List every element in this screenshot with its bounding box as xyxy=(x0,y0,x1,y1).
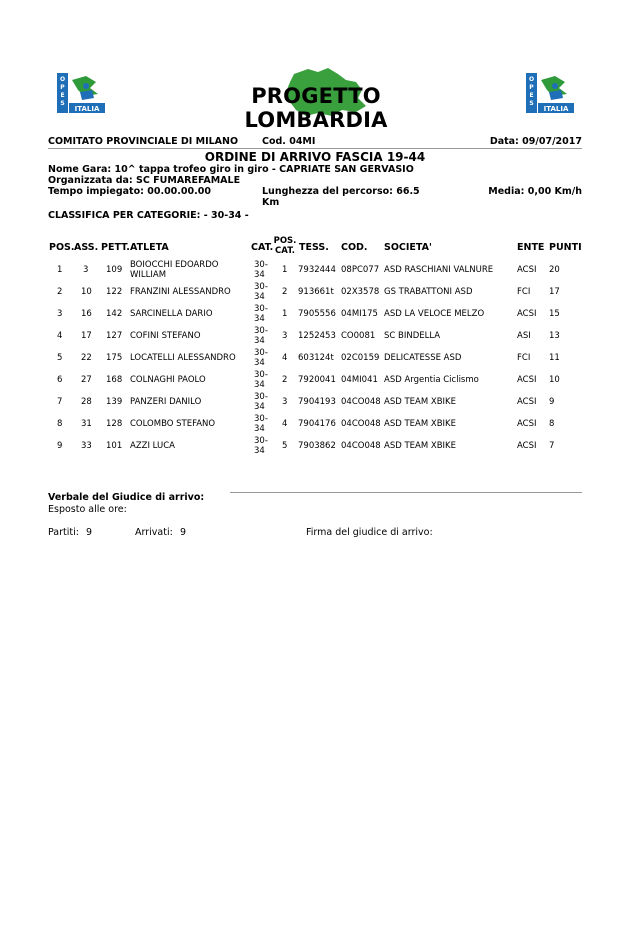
table-row xyxy=(0,435,630,457)
svg-text:ITALIA: ITALIA xyxy=(543,105,569,113)
svg-text:S: S xyxy=(529,100,534,107)
cell-ass: 33 xyxy=(81,441,92,451)
cell-punti: 10 xyxy=(549,375,560,385)
cell-ass: 22 xyxy=(81,353,92,363)
svg-text:O: O xyxy=(59,76,66,83)
cell-atleta: SARCINELLA DARIO xyxy=(130,309,213,319)
cell-cat-line1: 30- xyxy=(254,348,268,358)
cell-tess: 7932444 xyxy=(298,265,336,275)
svg-text:E: E xyxy=(529,92,534,99)
col-punti: PUNTI xyxy=(549,242,582,253)
cell-tess: 7904176 xyxy=(298,419,336,429)
cell-tess: 913661t xyxy=(298,287,334,297)
header-divider xyxy=(48,148,582,149)
col-pos-cat-line1: POS. xyxy=(273,236,297,246)
cell-pett: 139 xyxy=(106,397,123,407)
svg-text:ITALIA: ITALIA xyxy=(74,105,100,113)
col-pett: PETT. xyxy=(101,242,130,253)
cell-atleta: LOCATELLI ALESSANDRO xyxy=(130,353,236,363)
opes-italia-logo-left xyxy=(56,72,106,114)
cell-cod: 04MI175 xyxy=(341,309,378,319)
cell-punti: 17 xyxy=(549,287,560,297)
cell-pett: 175 xyxy=(106,353,123,363)
cell-cat-line1: 30- xyxy=(254,282,268,292)
cell-punti: 7 xyxy=(549,441,555,451)
cell-cod: 08PC077 xyxy=(341,265,380,275)
opes-italia-logo-icon xyxy=(525,72,575,114)
cell-pos: 9 xyxy=(57,441,63,451)
cell-ass: 10 xyxy=(81,287,92,297)
cell-pos: 4 xyxy=(57,331,63,341)
cell-atleta: PANZERI DANILO xyxy=(130,397,202,407)
progetto-lombardia-title xyxy=(186,66,446,132)
table-row xyxy=(0,325,630,347)
cell-punti: 9 xyxy=(549,397,555,407)
cell-pos: 7 xyxy=(57,397,63,407)
cell-ente: ACSI xyxy=(517,309,537,319)
cell-ente: ASI xyxy=(517,331,531,341)
cell-ente: ACSI xyxy=(517,441,537,451)
cell-ente: ACSI xyxy=(517,265,537,275)
cell-pos-cat: 2 xyxy=(282,375,288,385)
cell-atleta: COFINI STEFANO xyxy=(130,331,201,341)
svg-text:P: P xyxy=(60,84,65,91)
col-societa: SOCIETA' xyxy=(384,242,432,253)
cell-atleta: BOIOCCHI EDOARDO WILLIAM xyxy=(130,260,219,280)
cell-pos: 3 xyxy=(57,309,63,319)
race-name: Nome Gara: 10^ tappa trofeo giro in giro - CAPRIATE SAN GERVASIO xyxy=(48,164,414,175)
table-row xyxy=(0,413,630,435)
cell-pett: 101 xyxy=(106,441,123,451)
svg-text:S: S xyxy=(60,100,65,107)
col-tess: TESS. xyxy=(299,242,329,253)
cell-cod: 04CO048 xyxy=(341,419,381,429)
average-speed: Media: 0,00 Km/h xyxy=(488,186,582,197)
cell-tess: 7904193 xyxy=(298,397,336,407)
cell-ass: 17 xyxy=(81,331,92,341)
cell-pos: 1 xyxy=(57,265,63,275)
table-row xyxy=(0,391,630,413)
cell-cat-line2: 34 xyxy=(254,314,265,324)
cell-cat-line2: 34 xyxy=(254,424,265,434)
cell-societa: ASD TEAM XBIKE xyxy=(384,441,456,451)
svg-text:O: O xyxy=(528,76,535,83)
cell-atleta: COLNAGHI PAOLO xyxy=(130,375,206,385)
cell-pos-cat: 5 xyxy=(282,441,288,451)
col-ente: ENTE xyxy=(517,242,545,253)
cell-ente: ACSI xyxy=(517,375,537,385)
cell-pett: 122 xyxy=(106,287,123,297)
cell-tess: 7920041 xyxy=(298,375,336,385)
page-title: PROGETTO LOMBARDIA xyxy=(244,84,388,132)
cell-punti: 8 xyxy=(549,419,555,429)
verbale-label: Verbale del Giudice di arrivo: xyxy=(48,492,205,503)
cell-tess: 1252453 xyxy=(298,331,336,341)
cell-societa: SC BINDELLA xyxy=(384,331,441,341)
cell-atleta: FRANZINI ALESSANDRO xyxy=(130,287,231,297)
cell-punti: 13 xyxy=(549,331,560,341)
cell-cod: 04MI041 xyxy=(341,375,378,385)
category-label: CLASSIFICA PER CATEGORIE: - 30-34 - xyxy=(48,210,249,221)
cell-societa: GS TRABATTONI ASD xyxy=(384,287,473,297)
report-date: Data: 09/07/2017 xyxy=(489,136,582,147)
col-cod: COD. xyxy=(341,242,368,253)
table-row xyxy=(0,369,630,391)
table-row xyxy=(0,281,630,303)
col-ass: ASS. xyxy=(74,242,99,253)
cell-cat-line1: 30- xyxy=(254,436,268,446)
cell-cat-line1: 30- xyxy=(254,304,268,314)
cell-pos-cat: 1 xyxy=(282,309,288,319)
cell-pos-cat: 4 xyxy=(282,353,288,363)
cell-pett: 127 xyxy=(106,331,123,341)
partiti-label: Partiti: xyxy=(48,527,79,538)
cell-pos-cat: 2 xyxy=(282,287,288,297)
cell-pos: 5 xyxy=(57,353,63,363)
cell-cat-line1: 30- xyxy=(254,260,268,270)
route-length: Lunghezza del percorso: 66.5 xyxy=(262,186,420,197)
cell-pos: 6 xyxy=(57,375,63,385)
organizer: Organizzata da: SC FUMAREFAMALE xyxy=(48,175,241,186)
cell-ass: 16 xyxy=(81,309,92,319)
cell-cat-line2: 34 xyxy=(254,402,265,412)
cell-societa: DELICATESSE ASD xyxy=(384,353,462,363)
cell-pos: 8 xyxy=(57,419,63,429)
partiti-value: 9 xyxy=(86,527,93,538)
route-length-unit: Km xyxy=(262,197,280,208)
cell-ente: ACSI xyxy=(517,419,537,429)
cell-cat-line2: 34 xyxy=(254,446,265,456)
cell-societa: ASD TEAM XBIKE xyxy=(384,397,456,407)
cell-societa: ASD TEAM XBIKE xyxy=(384,419,456,429)
cell-cat-line2: 34 xyxy=(254,292,265,302)
committee-name: COMITATO PROVINCIALE DI MILANO xyxy=(48,136,239,147)
cell-pos: 2 xyxy=(57,287,63,297)
cell-cat-line1: 30- xyxy=(254,392,268,402)
cell-punti: 15 xyxy=(549,309,560,319)
table-row xyxy=(0,259,630,281)
cell-pos-cat: 1 xyxy=(282,265,288,275)
cell-societa: ASD LA VELOCE MELZO xyxy=(384,309,485,319)
cell-tess: 603124t xyxy=(298,353,334,363)
cell-ass: 27 xyxy=(81,375,92,385)
cell-pett: 168 xyxy=(106,375,123,385)
cell-cat-line2: 34 xyxy=(254,380,265,390)
cell-societa: ASD Argentia Ciclismo xyxy=(384,375,479,385)
cell-ente: FCI xyxy=(517,287,531,297)
cell-pett: 109 xyxy=(106,265,123,275)
cell-ass: 28 xyxy=(81,397,92,407)
col-pos-cat-line2: CAT. xyxy=(275,246,295,256)
cell-pett: 142 xyxy=(106,309,123,319)
arrivati-label: Arrivati: xyxy=(135,527,173,538)
cell-ente: ACSI xyxy=(517,397,537,407)
table-row xyxy=(0,347,630,369)
cell-tess: 7903862 xyxy=(298,441,336,451)
opes-italia-logo-icon xyxy=(56,72,106,114)
cell-tess: 7905556 xyxy=(298,309,336,319)
cell-punti: 20 xyxy=(549,265,560,275)
cell-cod: 04CO048 xyxy=(341,441,381,451)
table-row xyxy=(0,303,630,325)
committee-code: Cod. 04MI xyxy=(262,136,316,147)
cell-societa: ASD RASCHIANI VALNURE xyxy=(384,265,494,275)
cell-cat-line1: 30- xyxy=(254,414,268,424)
opes-italia-logo-right xyxy=(525,72,575,114)
cell-atleta: COLOMBO STEFANO xyxy=(130,419,216,429)
cell-ente: FCI xyxy=(517,353,531,363)
cell-cod: CO0081 xyxy=(341,331,376,341)
cell-ass: 31 xyxy=(81,419,92,429)
cell-ass: 3 xyxy=(83,265,89,275)
cell-cat-line2: 34 xyxy=(254,358,265,368)
col-atleta: ATLETA xyxy=(130,242,169,253)
cell-cod: 04CO048 xyxy=(341,397,381,407)
footer-divider xyxy=(230,492,582,493)
cell-punti: 11 xyxy=(549,353,560,363)
cell-cat-line1: 30- xyxy=(254,326,268,336)
arrivati-value: 9 xyxy=(180,527,187,538)
col-pos: POS. xyxy=(49,242,75,253)
svg-text:P: P xyxy=(529,84,534,91)
cell-cat-line2: 34 xyxy=(254,270,265,280)
cell-pos-cat: 3 xyxy=(282,331,288,341)
cell-cod: 02C0159 xyxy=(341,353,380,363)
cell-pett: 128 xyxy=(106,419,123,429)
cell-cat-line2: 34 xyxy=(254,336,265,346)
svg-text:E: E xyxy=(60,92,65,99)
firma-label: Firma del giudice di arrivo: xyxy=(306,527,433,538)
col-pos-cat xyxy=(273,236,297,256)
cell-cod: 02X3578 xyxy=(341,287,380,297)
cell-pos-cat: 3 xyxy=(282,397,288,407)
col-cat: CAT. xyxy=(251,242,274,253)
cell-pos-cat: 4 xyxy=(282,419,288,429)
esposto-label: Esposto alle ore: xyxy=(48,504,127,515)
cell-cat-line1: 30- xyxy=(254,370,268,380)
time-used: Tempo impiegato: 00.00.00.00 xyxy=(48,186,211,197)
report-title: ORDINE DI ARRIVO FASCIA 19-44 xyxy=(204,150,426,164)
cell-atleta: AZZI LUCA xyxy=(130,441,175,451)
